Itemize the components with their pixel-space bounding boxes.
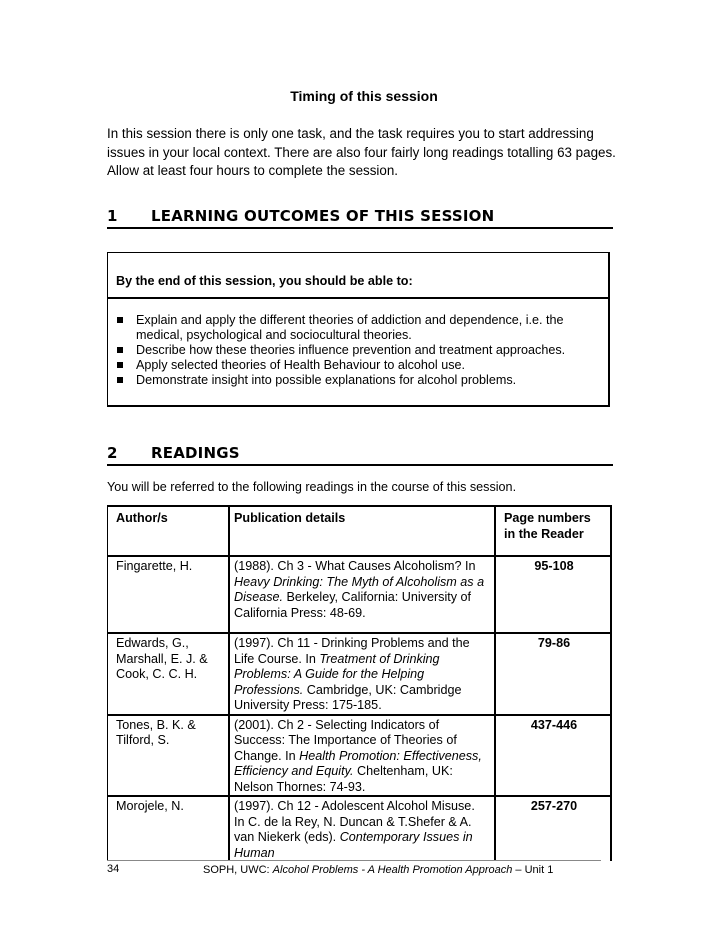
footer-page-number: 34 (107, 863, 120, 875)
publication-cell: (1997). Ch 11 - Drinking Problems and the Life Course. In Treatment of Drinking Problems: A Guide for the Helping Professions. Cambridge, UK: Cambridge University Press: 175-185. (229, 633, 495, 715)
column-header-publication: Publication details (229, 506, 495, 556)
author-cell: Fingarette, H. (108, 556, 230, 633)
section-heading-learning-outcomes (107, 207, 613, 229)
author-cell: Morojele, N. (108, 796, 230, 861)
footer-source: SOPH, UWC: Alcohol Problems - A Health Promotion Approach – Unit 1 (203, 864, 554, 876)
page-title: Timing of this session (290, 88, 438, 104)
square-bullet-icon (117, 362, 123, 368)
section-title: READINGS (151, 444, 240, 462)
readings-table (107, 505, 612, 861)
table-row (108, 556, 612, 633)
table-header-row (108, 506, 612, 556)
table-row (108, 796, 612, 861)
author-cell: Edwards, G., Marshall, E. J. & Cook, C. C. H. (108, 633, 230, 715)
column-header-author: Author/s (108, 506, 230, 556)
outcome-item: Apply selected theories of Health Behaviour to alcohol use. (116, 358, 598, 373)
intro-paragraph: In this session there is only one task, and the task requires you to start addressing issues in your local context. There are also four fairly long readings totalling 63 pages. Allow at least four hours to complete the session. (107, 126, 616, 178)
outcomes-intro: By the end of this session, you should be able to: (108, 253, 608, 299)
column-header-pages: Page numbers in the Reader (495, 506, 611, 556)
author-cell: Tones, B. K. & Tilford, S. (108, 715, 230, 797)
section-number: 2 (107, 444, 118, 462)
learning-outcomes-box (107, 252, 610, 407)
square-bullet-icon (117, 317, 123, 323)
section-number: 1 (107, 207, 118, 225)
pages-cell: 257-270 (495, 796, 611, 861)
pages-cell: 95-108 (495, 556, 611, 633)
outcomes-list (108, 299, 608, 388)
pages-cell: 437-446 (495, 715, 611, 797)
section-heading-readings (107, 444, 613, 466)
footer-divider (107, 860, 601, 861)
table-row (108, 633, 612, 715)
outcome-item: Describe how these theories influence prevention and treatment approaches. (116, 343, 598, 358)
outcome-item: Demonstrate insight into possible explanations for alcohol problems. (116, 373, 598, 388)
pages-cell: 79-86 (495, 633, 611, 715)
outcome-item: Explain and apply the different theories of addiction and dependence, i.e. the medical, psychological and sociocultural theories. (116, 313, 598, 343)
publication-cell: (1988). Ch 3 - What Causes Alcoholism? In Heavy Drinking: The Myth of Alcoholism as a Disease. Berkeley, California: University of California Press: 48-69. (229, 556, 495, 633)
table-row (108, 715, 612, 797)
readings-intro: You will be referred to the following readings in the course of this session. (107, 480, 517, 494)
square-bullet-icon (117, 347, 123, 353)
publication-cell: (2001). Ch 2 - Selecting Indicators of Success: The Importance of Theories of Change. In Health Promotion: Effectiveness, Efficiency and Equity. Cheltenham, UK: Nelson Thornes: 74-93. (229, 715, 495, 797)
section-title: LEARNING OUTCOMES OF THIS SESSION (151, 207, 495, 225)
publication-cell: (1997). Ch 12 - Adolescent Alcohol Misuse. In C. de la Rey, N. Duncan & T.Shefer & A. van Niekerk (eds). Contemporary Issues in Human (229, 796, 495, 861)
square-bullet-icon (117, 377, 123, 383)
